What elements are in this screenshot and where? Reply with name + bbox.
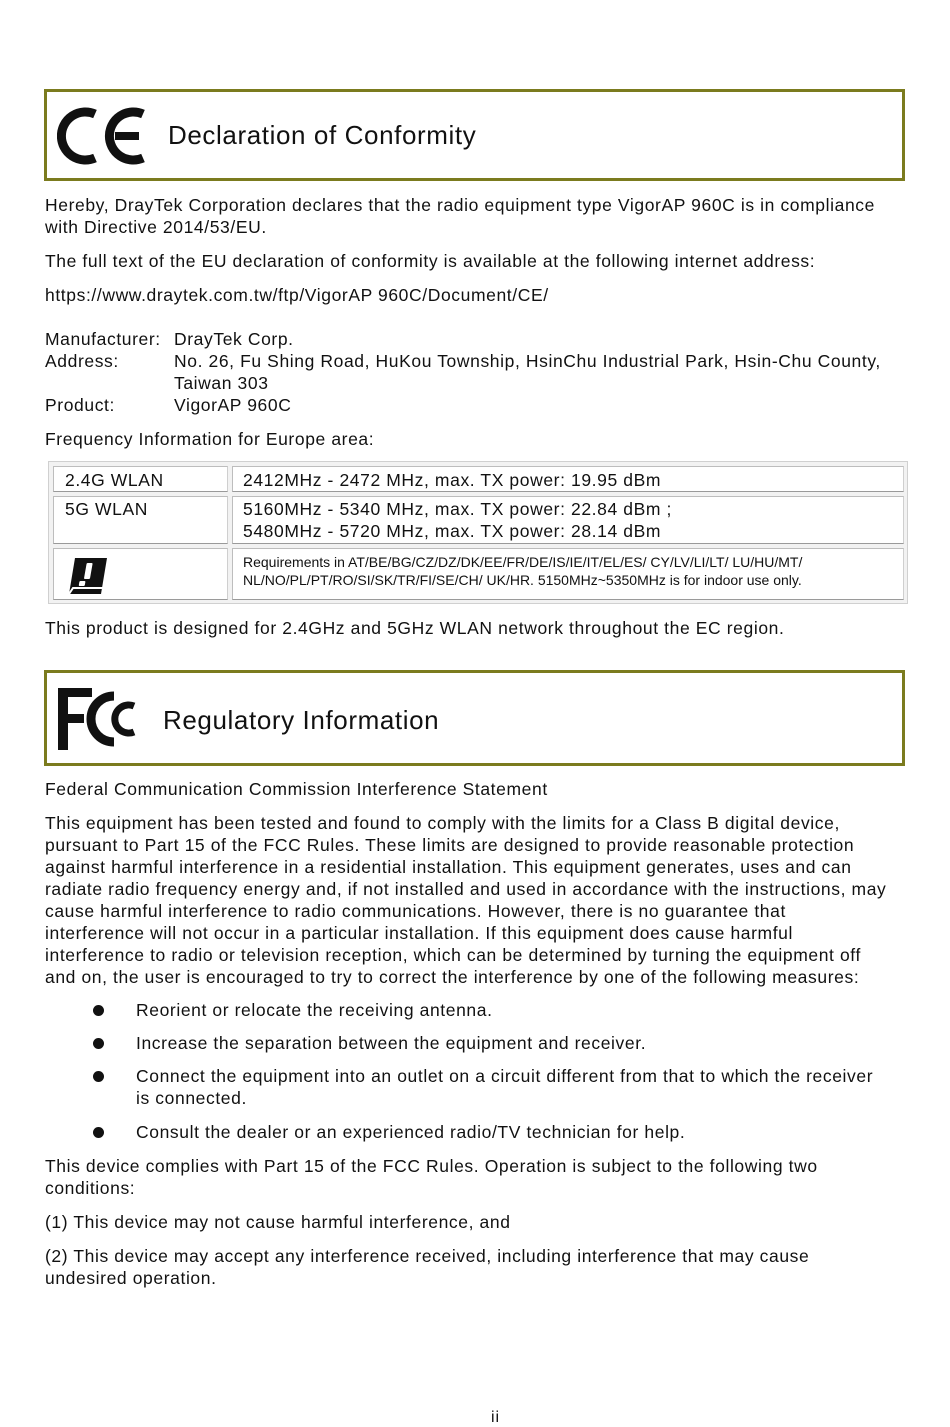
table-row-1-info (232, 466, 904, 492)
restriction-notice-icon (65, 550, 113, 598)
table-row-3-icon-cell (53, 548, 228, 600)
address-line1: No. 26, Fu Shing Road, HuKou Township, HsinChu Industrial Park, Hsin-Chu County, (174, 351, 881, 371)
fcc-banner (44, 670, 905, 766)
table-row-2-band (53, 496, 228, 544)
product-value: VigorAP 960C (174, 395, 292, 415)
measure-item: Increase the separation between the equipment and receiver. (136, 1033, 647, 1053)
product-label: Product: (45, 395, 115, 415)
measure-item: Consult the dealer or an experienced radio/TV technician for help. (136, 1122, 686, 1142)
table-row-2-info (232, 496, 904, 544)
frequency-table (48, 461, 908, 604)
fcc-compliance-line1: This device complies with Part 15 of the FCC Rules. Operation is subject to the following two (45, 1156, 818, 1176)
frequency-heading: Frequency Information for Europe area: (45, 429, 375, 449)
ce-full-text-line: The full text of the EU declaration of conformity is available at the following internet address: (45, 251, 816, 271)
fcc-paragraph-line: interference will not occur in a particular installation. If this equipment does cause harmful (45, 923, 793, 943)
row1-info-text: 2412MHz - 2472 MHz, max. TX power: 19.95 dBm (243, 470, 662, 490)
ce-banner-title: Declaration of Conformity (168, 120, 477, 150)
row1-band-text: 2.4G WLAN (65, 470, 164, 490)
fcc-statement-heading: Federal Communication Commission Interference Statement (45, 779, 548, 799)
ce-intro-line2: with Directive 2014/53/EU. (45, 217, 267, 237)
fcc-paragraph-line: interference to radio or television reception, which can be determined by turning the equipment off (45, 945, 861, 965)
table-row-1-band (53, 466, 228, 492)
measure-item: Connect the equipment into an outlet on a circuit different from that to which the receiver (136, 1066, 874, 1086)
ce-banner (44, 89, 905, 181)
fcc-condition-2-line2: undesired operation. (45, 1268, 217, 1288)
bullet-dot (93, 1127, 104, 1138)
manufacturer-value: DrayTek Corp. (174, 329, 294, 349)
fcc-paragraph-line: against harmful interference in a residential installation. This equipment generates, uses and can (45, 857, 852, 877)
bullet-dot (93, 1005, 104, 1016)
ce-design-note: This product is designed for 2.4GHz and 5GHz WLAN network throughout the EC region. (45, 618, 785, 638)
ce-url[interactable]: https://www.draytek.com.tw/ftp/VigorAP 960C/Document/CE/ (45, 285, 549, 305)
address-label: Address: (45, 351, 119, 371)
fcc-paragraph-line: This equipment has been tested and found to comply with the limits for a Class B digital device, (45, 813, 840, 833)
measure-item: Reorient or relocate the receiving antenna. (136, 1000, 493, 1020)
page-number: ii (491, 1409, 501, 1426)
ce-intro-line1: Hereby, DrayTek Corporation declares that the radio equipment type VigorAP 960C is in compliance (45, 195, 875, 215)
fcc-condition-1: (1) This device may not cause harmful interference, and (45, 1212, 511, 1232)
fcc-logo (56, 684, 140, 754)
fcc-paragraph-line: radiate radio frequency energy and, if not installed and used in accordance with the instructions, may (45, 879, 887, 899)
row3-info-line2: NL/NO/PL/PT/RO/SI/SK/TR/FI/SE/CH/ UK/HR. 5150MHz~5350MHz is for indoor use only. (243, 572, 802, 588)
bullet-dot (93, 1038, 104, 1049)
fcc-condition-2-line1: (2) This device may accept any interference received, including interference that may cause (45, 1246, 810, 1266)
fcc-paragraph-line: and on, the user is encouraged to try to correct the interference by one of the following measures: (45, 967, 860, 987)
row2-band-text: 5G WLAN (65, 499, 148, 519)
fcc-paragraph-line: cause harmful interference to radio communications. However, there is no guarantee that (45, 901, 786, 921)
ce-logo (57, 105, 147, 167)
fcc-banner-title: Regulatory Information (163, 705, 440, 735)
manufacturer-label: Manufacturer: (45, 329, 161, 349)
bullet-dot (93, 1071, 104, 1082)
address-line2: Taiwan 303 (174, 373, 269, 393)
row3-info-line1: Requirements in AT/BE/BG/CZ/DZ/DK/EE/FR/DE/IS/IE/IT/EL/ES/ CY/LV/LI/LT/ LU/HU/MT/ (243, 554, 803, 570)
row2-info-line2: 5480MHz - 5720 MHz, max. TX power: 28.14 dBm (243, 521, 662, 541)
fcc-paragraph-line: pursuant to Part 15 of the FCC Rules. These limits are designed to provide reasonable protection (45, 835, 855, 855)
table-row-3-info (232, 548, 904, 600)
row2-info-line1: 5160MHz - 5340 MHz, max. TX power: 22.84 dBm ; (243, 499, 672, 519)
fcc-compliance-line2: conditions: (45, 1178, 136, 1198)
measure-item-continuation: is connected. (136, 1088, 247, 1108)
